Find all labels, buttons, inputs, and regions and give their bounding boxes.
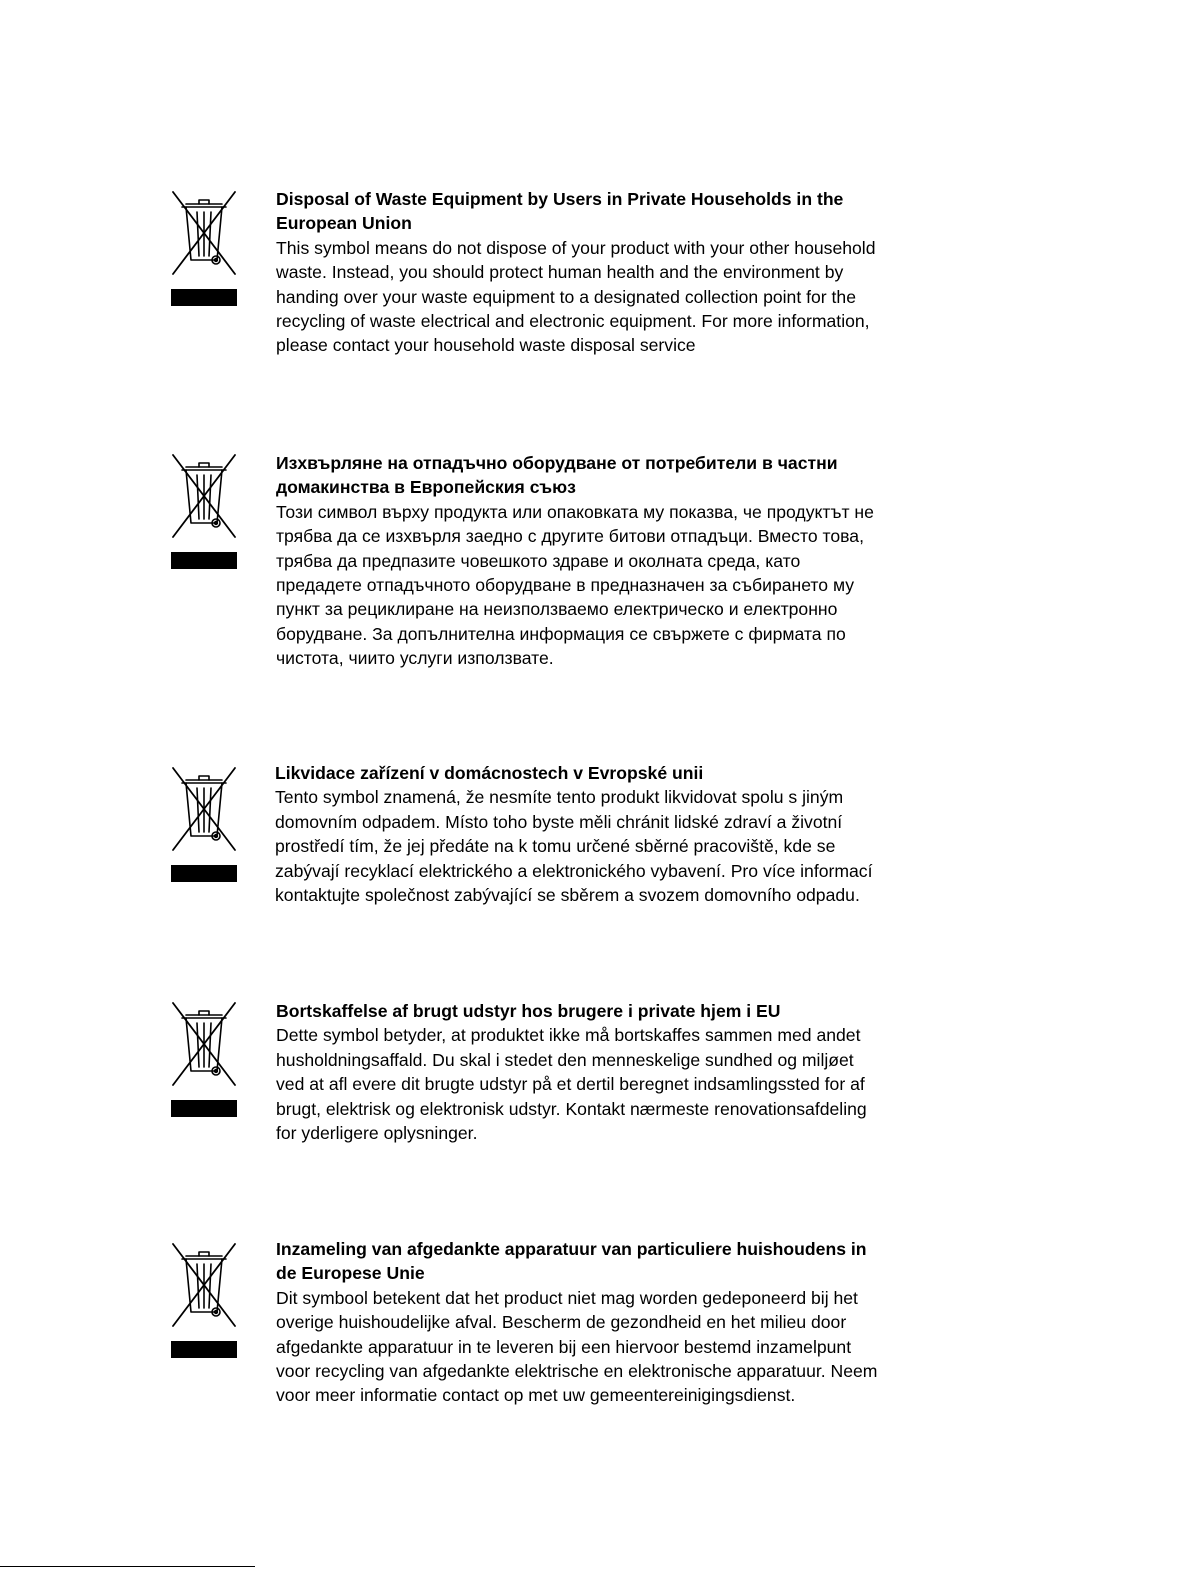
crossed-out-wheelie-bin-icon — [169, 190, 239, 276]
crossed-out-wheelie-bin-icon — [169, 1001, 239, 1087]
section-body: Dit symbool betekent dat het product niet mag worden gedeponeerd bij het overige huishoudelijke afval. Bescherm de gezondheid en het milieu door afgedankte apparatuur in te leveren bij een hiervoor bestemd inzamelpunt voor recycling van afgedankte elektrische en elektronische apparatuur. Neem voor meer informatie contact op met uw gemeentereinigingsdienst. — [276, 1287, 878, 1406]
section-body: Този символ върху продукта или опаковката му показва, че продуктът не трябва да се изхвърля заедно с другите битови отпадъци. Вместо това, трябва да предпазите човешкото здраве и околната среда, като предадете отпадъчното оборудване в предназначен за събирането му пункт за рециклиране на неизползваемо електрическо и електронно борудване. За допълнителна информация се свържете с фирмата по чистота, чиито услуги използвате. — [276, 501, 874, 669]
weee-symbol — [169, 453, 239, 539]
section-heading: Bortskaffelse af brugt udstyr hos brugere i private hjem i EU — [276, 1001, 781, 1021]
black-bar-icon — [171, 552, 237, 569]
crossed-out-wheelie-bin-icon — [169, 1242, 239, 1328]
section-heading: Disposal of Waste Equipment by Users in Private Households in the European Union — [276, 189, 844, 234]
weee-symbol — [169, 766, 239, 852]
black-bar-icon — [171, 865, 237, 882]
section-heading: Изхвърляне на отпадъчно оборудване от потребители в частни домакинства в Европейския съюз — [276, 453, 838, 498]
section-heading: Inzameling van afgedankte apparatuur van particuliere huishoudens in de Europese Unie — [276, 1239, 867, 1284]
black-bar-icon — [171, 1341, 237, 1358]
crossed-out-wheelie-bin-icon — [169, 766, 239, 852]
weee-symbol — [169, 1242, 239, 1328]
weee-symbol — [169, 190, 239, 276]
weee-symbol — [169, 1001, 239, 1087]
crossed-out-wheelie-bin-icon — [169, 453, 239, 539]
section-heading: Likvidace zařízení v domácnostech v Evropské unii — [275, 763, 704, 783]
section-body: Tento symbol znamená, že nesmíte tento produkt likvidovat spolu s jiným domovním odpadem. Místo toho byste měli chránit lidské zdraví a životní prostředí tím, že jej předáte na k tomu určené sběrné pracoviště, kde se zabývají recyklací elektrického a elektronického vybavení. Pro více informací kontaktujte společnost zabývající se sběrem a svozem domovního odpadu. — [275, 787, 873, 906]
black-bar-icon — [171, 1100, 237, 1117]
black-bar-icon — [171, 289, 237, 306]
footnote-divider — [0, 1566, 255, 1567]
section-body: Dette symbol betyder, at produktet ikke må bortskaffes sammen med andet husholdningsaffald. Du skal i stedet den menneskelige sundhed og miljøet ved at afl evere dit brugte udstyr på et dertil beregnet indsamlingssted for af brugt, elektrisk og elektronisk udstyr. Kontakt nærmeste renovationsafdeling for yderligere oplysninger. — [276, 1025, 867, 1144]
section-body: This symbol means do not dispose of your product with your other household waste. Instead, you should protect human health and the environment by handing over your waste equipment to a designated collection point for the recycling of waste electrical and electronic equipment. For more information, please contact your household waste disposal service — [276, 237, 876, 356]
